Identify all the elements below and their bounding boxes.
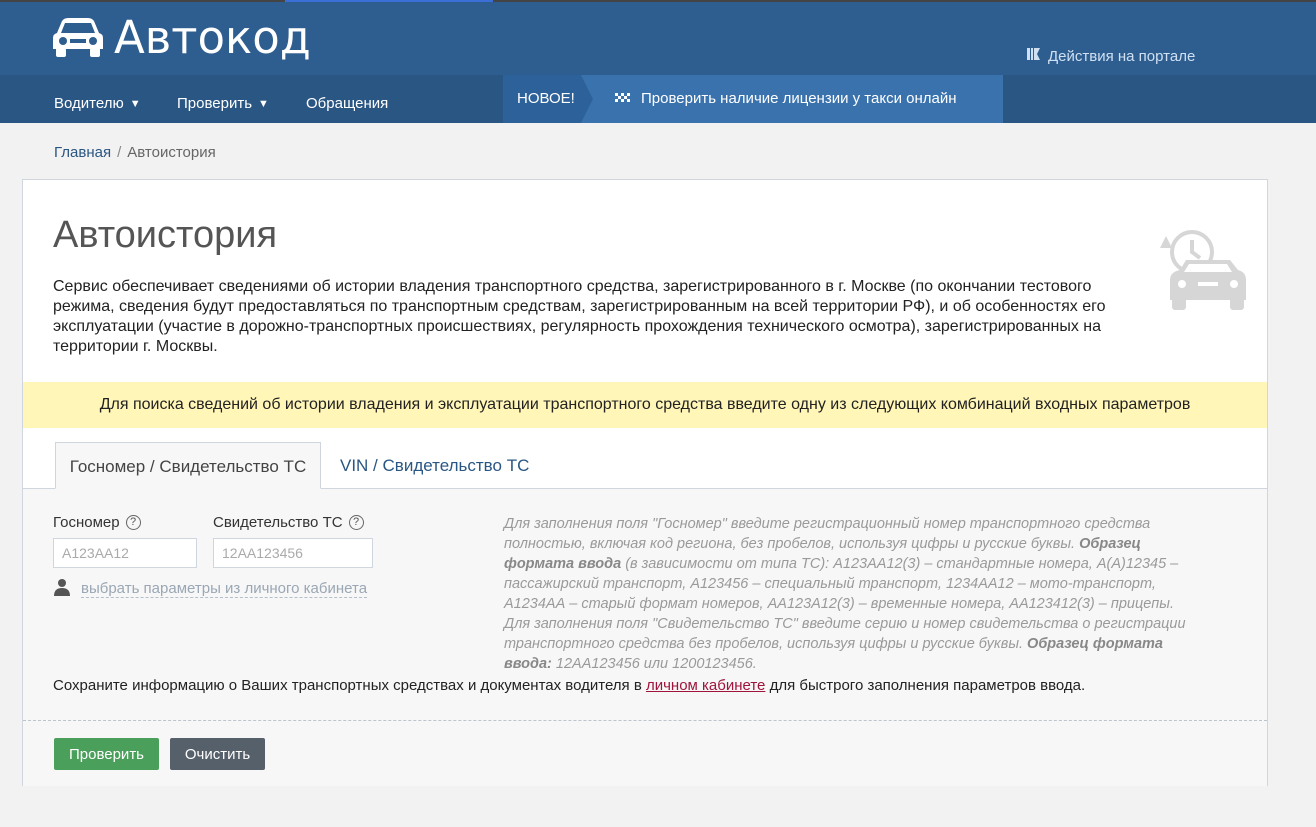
save-note xyxy=(53,677,1085,694)
caret-down-icon: ▼ xyxy=(258,97,269,110)
portal-actions-label: Действия на портале xyxy=(1048,47,1196,65)
taxi-icon xyxy=(615,75,631,123)
save-note-text: Сохраните информацию о Ваших транспортных средствах и документах водителя в xyxy=(53,677,642,694)
svid-input[interactable] xyxy=(213,538,373,568)
gosnomer-label-text: Госномер xyxy=(53,514,120,531)
form-divider xyxy=(23,720,1267,721)
check-button[interactable]: Проверить xyxy=(54,738,159,770)
nav-item-appeals[interactable] xyxy=(306,95,388,112)
news-banner xyxy=(503,75,1003,123)
tabs xyxy=(23,442,1267,489)
logo[interactable] xyxy=(52,12,311,64)
choose-from-cabinet-label: выбрать параметры из личного кабинета xyxy=(81,580,368,597)
breadcrumb-separator: / xyxy=(117,144,122,161)
search-form xyxy=(23,489,1267,786)
svid-label-text: Свидетельство ТС xyxy=(213,514,343,531)
save-note-text-end: для быстрого заполнения параметров ввода. xyxy=(769,677,1086,694)
gosnomer-input[interactable] xyxy=(53,538,197,568)
car-history-icon xyxy=(1158,226,1250,319)
tab-gosnomer[interactable]: Госномер / Свидетельство ТС xyxy=(55,442,321,489)
car-logo-icon xyxy=(52,17,104,59)
news-badge: НОВОЕ! xyxy=(503,75,581,123)
breadcrumb-current: Автоистория xyxy=(127,144,216,161)
breadcrumb-home-link[interactable]: Главная xyxy=(54,144,112,161)
news-badge-arrow xyxy=(581,75,593,123)
nav-item-driver[interactable] xyxy=(54,95,141,112)
gosnomer-help-icon[interactable]: ? xyxy=(126,515,141,530)
breadcrumb xyxy=(54,144,216,161)
svid-label xyxy=(213,514,364,531)
clear-button[interactable]: Очистить xyxy=(170,738,265,770)
hint-format-title: Образец формата ввода xyxy=(504,536,1141,572)
page-title: Автоистория xyxy=(53,214,278,256)
tab-vin[interactable]: VIN / Свидетельство ТС xyxy=(340,456,530,475)
hint-gosnomer-examples: (в зависимости от типа ТС): А123АА12(3) – стандартные номера, А(А)12345 – пассажирский транспорт, А123456 – специальный транспорт, 1234АА12 – мото-транспорт, А1234АА – старый формат номеров, АА123А12(3) – временные номера, АА123412(3) – прицепы. xyxy=(504,556,1179,612)
browser-strip xyxy=(0,0,1316,2)
user-icon xyxy=(53,578,71,600)
nav-item-label: Водителю xyxy=(54,95,124,112)
input-hint xyxy=(504,514,1204,674)
portal-actions-link[interactable] xyxy=(1026,46,1195,66)
brand-name: Автокод xyxy=(114,11,311,64)
hint-svid-text: Для заполнения поля "Свидетельство ТС" введите серию и номер свидетельства о регистрации транспортного средства без пробелов, используя цифры и русские буквы. xyxy=(504,616,1186,652)
browser-strip-highlight xyxy=(285,0,493,2)
hint-gosnomer-text: Для заполнения поля "Госномер" введите регистрационный номер транспортного средства полностью, включая код региона, без пробелов, используя цифры и русские буквы. xyxy=(504,516,1151,552)
nav-item-label: Обращения xyxy=(306,95,389,112)
hint-svid-examples: 12АА123456 или 1200123456. xyxy=(555,656,757,672)
nav-item-label: Проверить xyxy=(177,95,253,112)
gosnomer-label xyxy=(53,514,141,531)
svid-help-icon[interactable]: ? xyxy=(349,515,364,530)
nav-item-check[interactable] xyxy=(177,95,269,112)
choose-from-cabinet-link[interactable] xyxy=(53,578,367,600)
news-link[interactable] xyxy=(615,75,957,123)
news-link-label: Проверить наличие лицензии у такси онлайн xyxy=(641,90,957,107)
caret-down-icon: ▼ xyxy=(129,97,141,110)
portal-actions-icon xyxy=(1026,46,1042,66)
hint-format-title-2: Образец формата ввода: xyxy=(504,636,1163,672)
service-card xyxy=(22,179,1268,786)
personal-cabinet-link[interactable]: личном кабинете xyxy=(645,677,766,694)
notice-banner: Для поиска сведений об истории владения и эксплуатации транспортного средства введите одну из следующих комбинаций входных параметров xyxy=(23,382,1267,428)
service-description: Сервис обеспечивает сведениями об истории владения транспортного средства, зарегистрированного в г. Москве (по окончании тестового режима, сведения будут предоставляться по транспортным средствам, зарегистрированным на всей территории РФ), и об особенностях его эксплуатации (участие в дорожно-транспортных происшествиях, регулярность прохождения технического осмотра), зарегистрированных на территории г. Москвы. xyxy=(53,278,1106,355)
